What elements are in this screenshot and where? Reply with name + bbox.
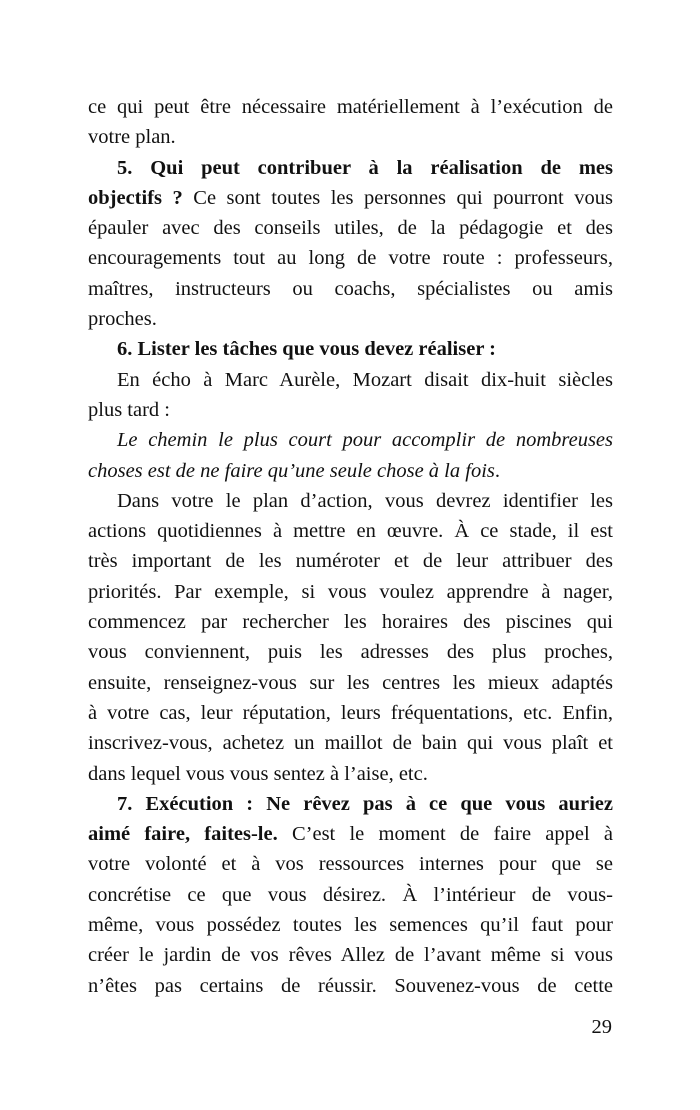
body-text: Ce sont toutes les personnes qui pourront vous xyxy=(182,186,613,209)
text-line xyxy=(88,607,613,637)
text-line xyxy=(88,819,613,849)
text-line xyxy=(88,910,613,940)
body-text: dans lequel vous vous sentez à l’aise, etc. xyxy=(88,762,428,785)
body-text: encouragements tout au long de votre route : professeurs, xyxy=(88,247,613,270)
body-text: ensuite, renseignez-vous sur les centres les mieux adaptés xyxy=(88,671,613,694)
body-text: épauler avec des conseils utiles, de la pédagogie et des xyxy=(88,217,613,240)
text-line xyxy=(88,92,613,122)
text-line xyxy=(88,668,613,698)
text-line xyxy=(88,546,613,576)
body-text: proches. xyxy=(88,308,157,331)
body-text: . xyxy=(494,459,500,482)
body-text: votre volonté et à vos ressources internes pour que se xyxy=(88,853,613,876)
text-line xyxy=(88,759,613,789)
text-line xyxy=(88,456,613,486)
body-text: votre plan. xyxy=(88,126,176,149)
page-number: 29 xyxy=(591,1016,612,1038)
text-line xyxy=(88,516,613,546)
body-text: maîtres, instructeurs ou coachs, spécialistes ou amis xyxy=(88,277,613,300)
body-text: vous conviennent, puis les adresses des plus proches, xyxy=(88,641,613,664)
body-text: En écho à Marc Aurèle, Mozart disait dix-huit siècles xyxy=(117,368,613,391)
text-line xyxy=(88,940,613,970)
text-line xyxy=(88,153,613,183)
text-line xyxy=(88,849,613,879)
text-line xyxy=(88,183,613,213)
text-line xyxy=(88,789,613,819)
italic-quote: Le chemin le plus court pour accomplir de nombreuses xyxy=(117,429,613,452)
text-line xyxy=(88,365,613,395)
text-line xyxy=(88,395,613,425)
body-text: Dans votre le plan d’action, vous devrez identifier les xyxy=(117,489,613,512)
bold-text: aimé faire, faites-le. xyxy=(88,823,278,846)
text-line xyxy=(88,334,613,364)
body-text: actions quotidiennes à mettre en œuvre. À ce stade, il est xyxy=(88,520,613,543)
text-line xyxy=(88,304,613,334)
body-text: plus tard : xyxy=(88,398,170,421)
text-line xyxy=(88,213,613,243)
body-text: très important de les numéroter et de leur attribuer des xyxy=(88,550,613,573)
page-body-text xyxy=(88,92,613,1001)
text-line xyxy=(88,122,613,152)
text-line xyxy=(88,880,613,910)
text-line xyxy=(88,728,613,758)
body-text: ce qui peut être nécessaire matériellement à l’exécution de xyxy=(88,96,613,118)
body-text: concrétise ce que vous désirez. À l’intérieur de vous- xyxy=(88,883,613,906)
text-line xyxy=(88,971,613,1001)
body-text: inscrivez-vous, achetez un maillot de bain qui vous plaît et xyxy=(88,732,613,755)
body-text: priorités. Par exemple, si vous voulez apprendre à nager, xyxy=(88,580,613,603)
bold-text: 7. Exécution : Ne rêvez pas à ce que vous auriez xyxy=(117,792,613,815)
text-line xyxy=(88,274,613,304)
text-line xyxy=(88,243,613,273)
body-text: commencez par rechercher les horaires des piscines qui xyxy=(88,611,613,634)
text-line xyxy=(88,577,613,607)
body-text: n’êtes pas certains de réussir. Souvenez-vous de cette xyxy=(88,974,613,997)
text-line xyxy=(88,425,613,455)
text-line xyxy=(88,486,613,516)
bold-text: 5. Qui peut contribuer à la réalisation de mes xyxy=(117,156,613,179)
italic-quote: choses est de ne faire qu’une seule chose à la fois xyxy=(88,459,495,482)
body-text: à votre cas, leur réputation, leurs fréquentations, etc. Enfin, xyxy=(88,701,613,724)
body-text: même, vous possédez toutes les semences qu’il faut pour xyxy=(88,914,613,937)
body-text: C’est le moment de faire appel à xyxy=(277,823,613,846)
text-line xyxy=(88,637,613,667)
body-text: créer le jardin de vos rêves Allez de l’avant même si vous xyxy=(88,944,613,967)
bold-text: 6. Lister les tâches que vous devez réaliser : xyxy=(117,338,496,361)
bold-text: objectifs ? xyxy=(88,186,183,209)
text-line xyxy=(88,698,613,728)
